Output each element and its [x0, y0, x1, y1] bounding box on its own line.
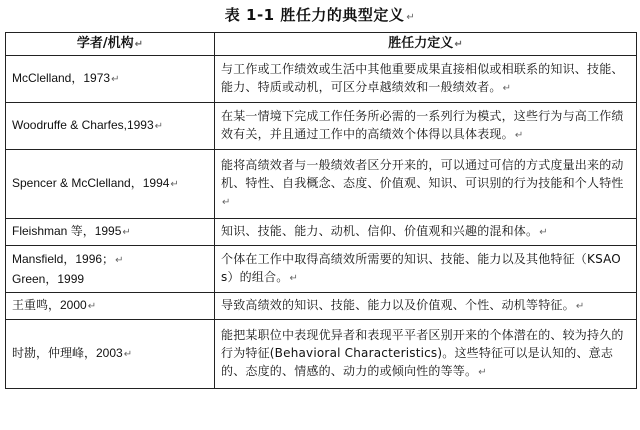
paragraph-mark-icon: ↵	[154, 121, 164, 132]
author-cell: 王重鸣，2000↵	[6, 293, 215, 320]
paragraph-mark-icon: ↵	[406, 12, 416, 23]
author-cell: McClelland，1973↵	[6, 56, 215, 103]
definition-cell: 导致高绩效的知识、技能、能力以及价值观、个性、动机等特征。↵	[215, 293, 637, 320]
paragraph-mark-icon: ↵	[87, 301, 97, 312]
table-row	[6, 293, 637, 320]
table-caption	[0, 5, 640, 31]
author-cell: Spencer & McClelland，1994↵	[6, 150, 215, 219]
header-scholar-institution: 学者/机构↵	[6, 33, 215, 56]
paragraph-mark-icon: ↵	[115, 255, 124, 266]
paragraph-mark-icon: ↵	[502, 83, 512, 94]
paragraph-mark-icon: ↵	[122, 227, 131, 238]
paragraph-mark-icon: ↵	[514, 130, 524, 141]
paragraph-mark-icon: ↵	[539, 227, 548, 238]
table-caption-text: 表 1-1 胜任力的典型定义	[224, 6, 405, 24]
competency-definition-table	[5, 32, 637, 389]
author-cell: Woodruffe & Charfes,1993↵	[6, 103, 215, 150]
paragraph-mark-icon: ↵	[222, 197, 231, 208]
table-row	[6, 150, 637, 219]
table-row	[6, 246, 637, 293]
paragraph-mark-icon: ↵	[289, 273, 299, 284]
definition-cell: 在某一情境下完成工作任务所必需的一系列行为模式，这些行为与高工作绩效有关，并且通过工作中的高绩效个体得以具体表现。↵	[215, 103, 637, 150]
paragraph-mark-icon: ↵	[454, 38, 463, 50]
definition-cell: 个体在工作中取得高绩效所需要的知识、技能、能力以及其他特征（KSAOs）的组合。↵	[215, 246, 637, 293]
table-row	[6, 56, 637, 103]
paragraph-mark-icon: ↵	[111, 74, 120, 85]
table-header-row	[6, 33, 637, 56]
paragraph-mark-icon: ↵	[134, 38, 144, 50]
definition-cell: 与工作或工作绩效或生活中其他重要成果直接相似或相联系的知识、技能、能力、特质或动机，可区分卓越绩效和一般绩效者。↵	[215, 56, 637, 103]
table-row	[6, 320, 637, 389]
definition-cell: 能将高绩效者与一般绩效者区分开来的，可以通过可信的方式度量出来的动机、特性、自我概念、态度、价值观、知识、可识别的行为技能和个人特性↵	[215, 150, 637, 219]
paragraph-mark-icon: ↵	[123, 349, 133, 360]
definition-cell: 能把某职位中表现优异者和表现平平者区别开来的个体潜在的、较为持久的行为特征(Behavioral Characteristics)。这些特征可以是认知的、意志的、态度的、情感的、动力的或倾向性的等等。↵	[215, 320, 637, 389]
paragraph-mark-icon: ↵	[478, 367, 487, 378]
paragraph-mark-icon: ↵	[170, 179, 179, 190]
header-competency-definition: 胜任力定义↵	[215, 33, 637, 56]
author-cell: Mansfield，1996；↵ Green，1999	[6, 246, 215, 293]
table-row	[6, 219, 637, 246]
author-cell: Fleishman 等，1995↵	[6, 219, 215, 246]
author-cell: 时勘，仲理峰，2003↵	[6, 320, 215, 389]
paragraph-mark-icon: ↵	[575, 301, 585, 312]
definition-cell: 知识、技能、能力、动机、信仰、价值观和兴趣的混和体。↵	[215, 219, 637, 246]
table-row	[6, 103, 637, 150]
